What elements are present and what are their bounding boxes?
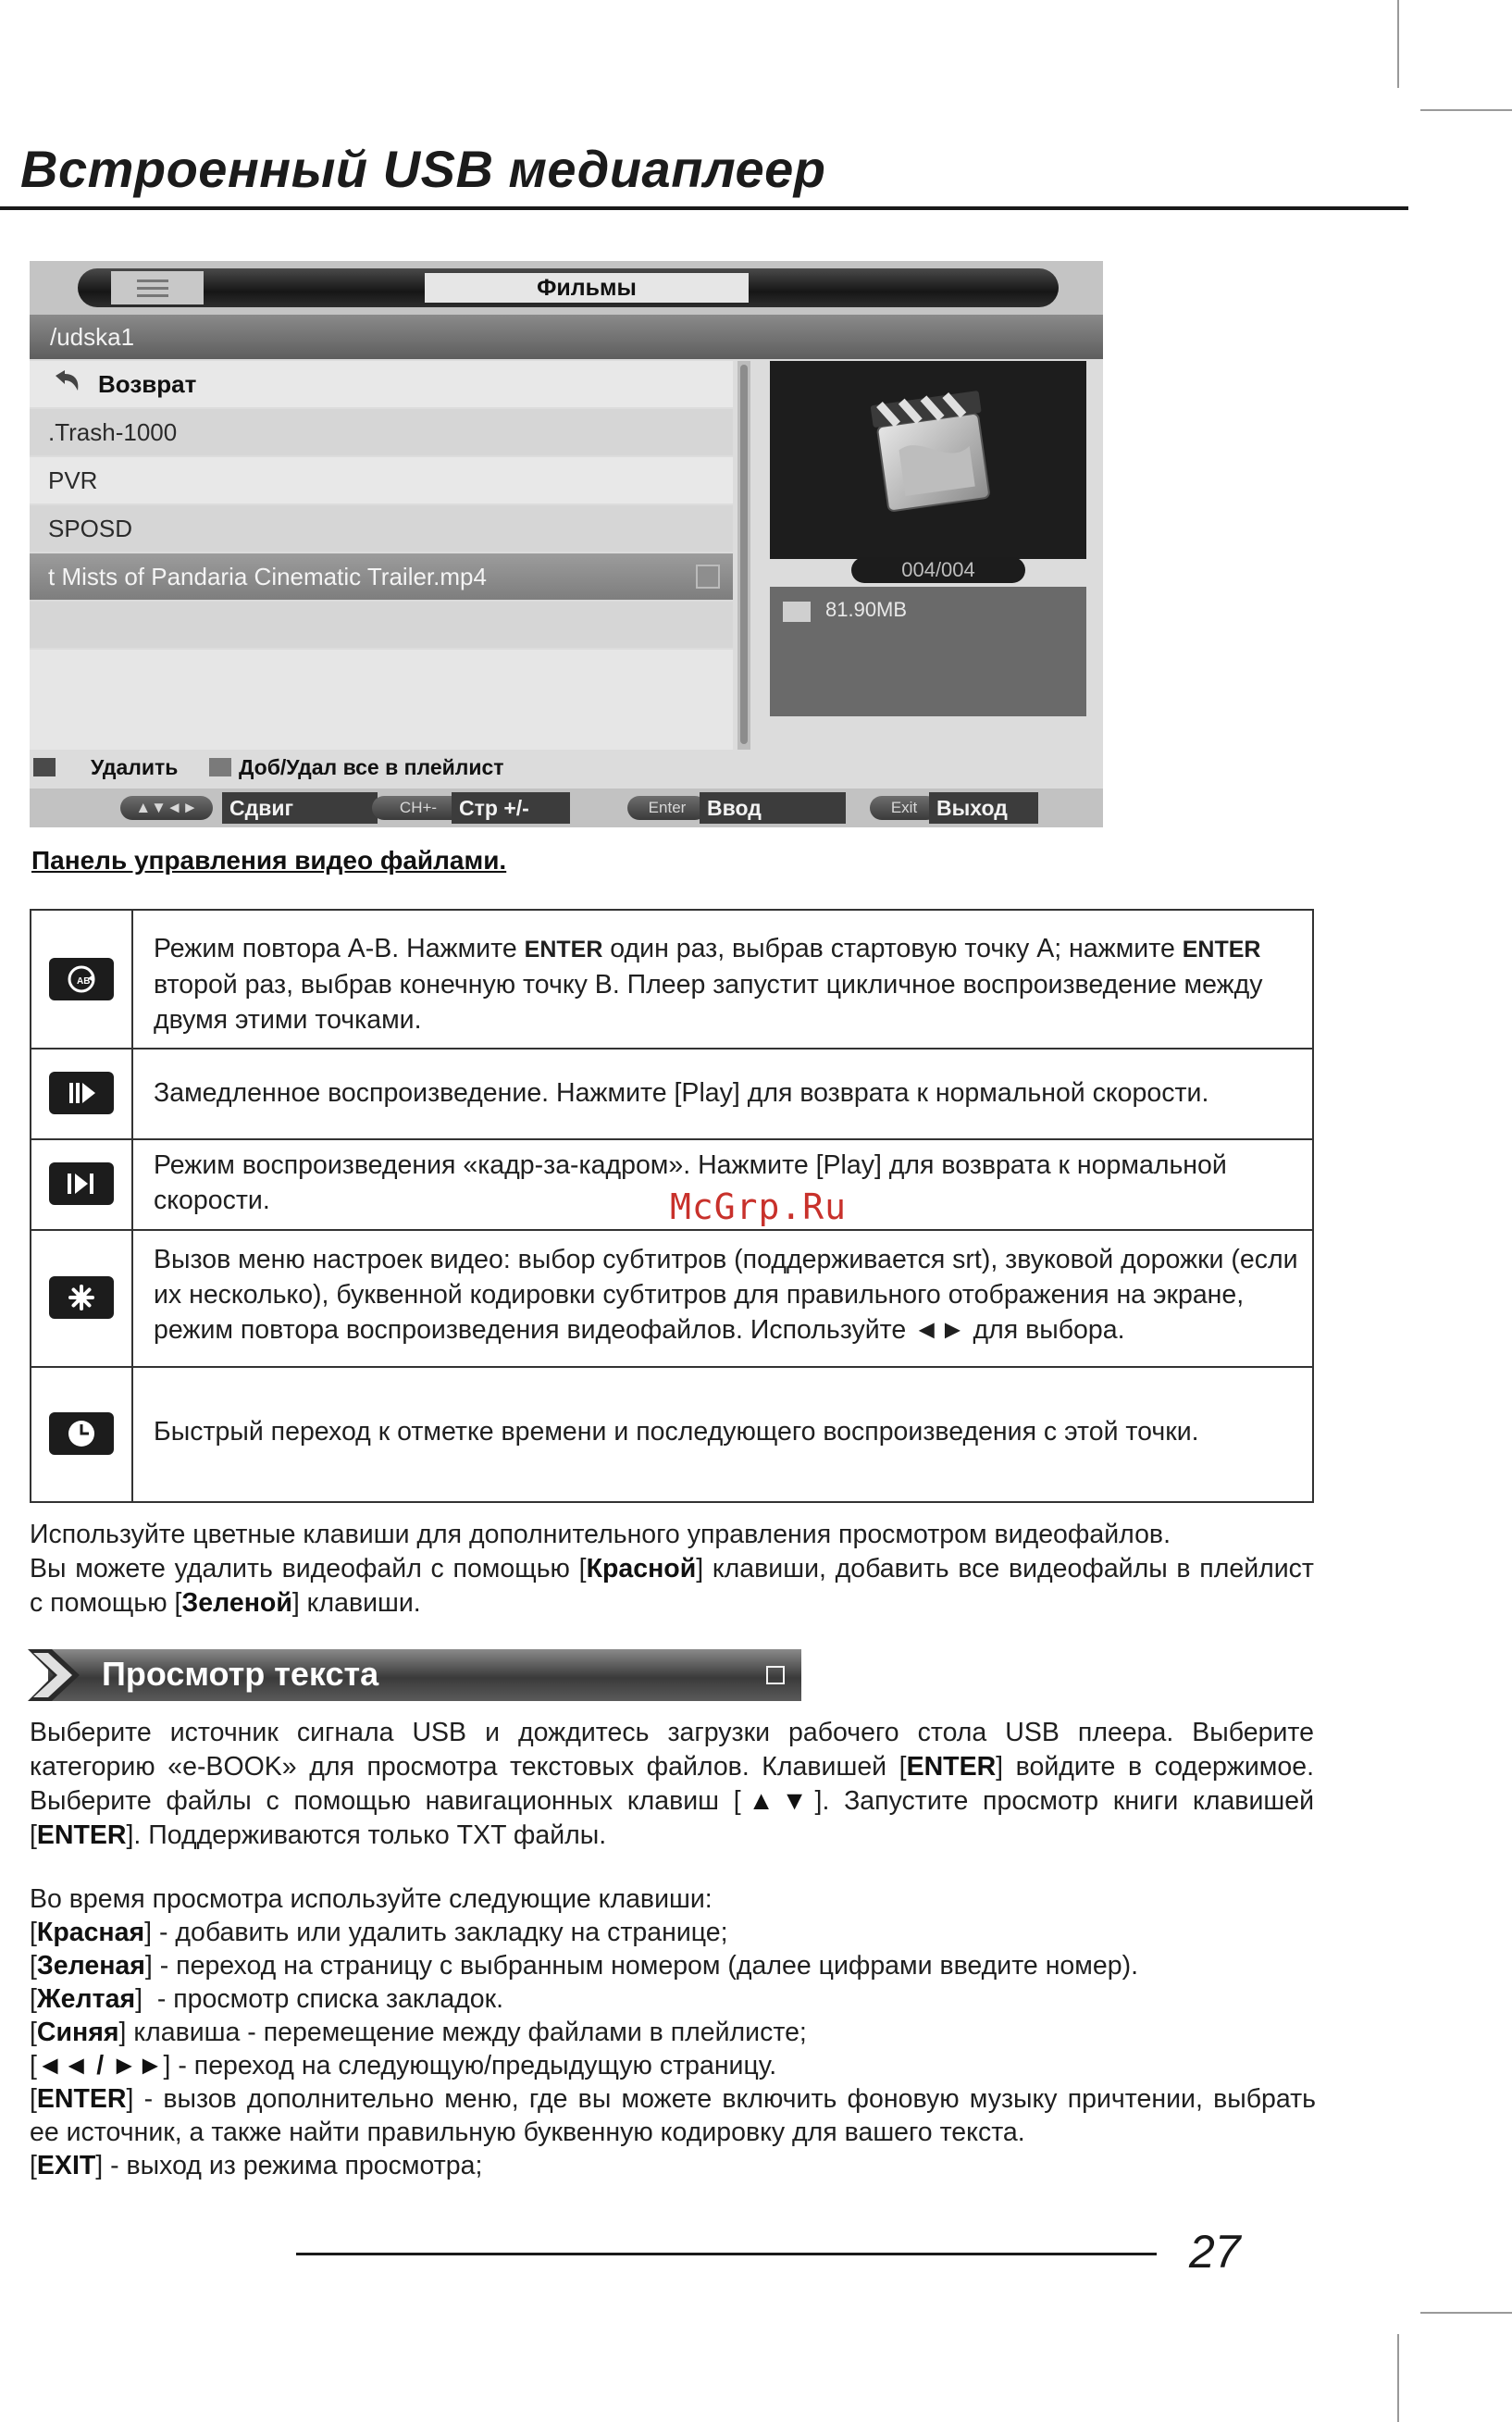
list-item-back[interactable] xyxy=(30,361,733,407)
list-item[interactable] xyxy=(30,409,733,455)
panel-caption: Панель управления видео файлами. xyxy=(31,846,507,875)
ab-repeat-icon xyxy=(49,958,114,1000)
crop-mark xyxy=(1397,2334,1399,2422)
square-icon xyxy=(766,1666,785,1684)
clapperboard-icon xyxy=(770,361,1086,559)
key-list-item: [◄◄ / ►►] - переход на следующую/предыдущую страницу. xyxy=(30,2051,777,2080)
color-keys-paragraph xyxy=(30,1518,1314,1621)
key-list-item: [Красная] - добавить или удалить закладку на странице; xyxy=(30,1918,728,1947)
key-list-item: [Зеленая] - переход на страницу с выбранным номером (далее цифрами введите номер). xyxy=(30,1951,1138,1981)
section-header xyxy=(28,1649,801,1701)
color-keys-text: Вы можете удалить видеофайл с помощью [Красной] клавиши, добавить все видеофайлы в плейлист с помощью [Зеленой] клавиши. xyxy=(30,1554,1314,1618)
control-row-settings xyxy=(31,1229,1312,1368)
control-description: Режим повтора A-B. Нажмите ENTER один раз, выбрав стартовую точку A; нажмите ENTER второй раз, выбрав конечную точку B. Плеер запустит цикличное воспроизведение между двумя этими точками. xyxy=(154,934,1263,1035)
navigation-key-label: Сдвиг xyxy=(222,792,378,824)
page-title: Встроенный USB медиаплеер xyxy=(20,140,826,198)
key-list-item: [Желтая] - просмотр списка закладок. xyxy=(30,1984,504,2014)
select-checkbox[interactable] xyxy=(696,565,720,589)
control-row-slow xyxy=(31,1048,1312,1140)
list-item-label: t Mists of Pandaria Cinematic Trailer.mp4 xyxy=(48,563,487,590)
navigation-key-pill: ▲▼◄► xyxy=(120,796,213,820)
color-key-legend xyxy=(30,751,770,783)
file-size-icon xyxy=(783,602,811,622)
current-path xyxy=(30,315,1103,359)
crop-mark xyxy=(1397,0,1399,88)
svg-text:AB: AB xyxy=(77,976,91,987)
exit-key-pill: Exit xyxy=(870,796,938,820)
playlist-label: Доб/Удал все в плейлист xyxy=(239,755,504,779)
key-list-item: [ENTER] - вызов дополнительно меню, где вы можете включить фоновую музыку причтении, выбрать ее источник, а также найти правильную буквенную кодировку для вашего текста. xyxy=(30,2084,1316,2147)
key-list-item: [EXIT] - выход из режима просмотра; xyxy=(30,2151,483,2180)
enter-key-label: Ввод xyxy=(700,792,846,824)
crop-mark xyxy=(1420,2312,1512,2314)
return-icon xyxy=(50,368,83,398)
watermark: McGrp.Ru xyxy=(670,1186,848,1227)
list-item-label: SPOSD xyxy=(48,515,133,542)
color-keys-line: Используйте цветные клавиши для дополнительного управления просмотром видеофайлов. xyxy=(30,1520,1171,1549)
key-list-item: [Синяя] клавиша - перемещение между файлами в плейлисте; xyxy=(30,2018,807,2047)
control-row-ab-repeat xyxy=(31,911,1312,1050)
list-scrollbar[interactable] xyxy=(737,361,750,750)
list-item-empty xyxy=(30,602,733,648)
file-counter: 004/004 xyxy=(851,557,1025,583)
video-preview xyxy=(770,361,1086,559)
arrow-icon xyxy=(28,1649,83,1701)
green-key-square xyxy=(209,758,231,776)
page-number: 27 xyxy=(1189,2226,1241,2278)
scrollbar-thumb[interactable] xyxy=(740,365,748,744)
exit-key-label: Выход xyxy=(929,792,1038,824)
media-player-screenshot xyxy=(30,261,1103,827)
list-empty-area xyxy=(30,650,733,750)
control-description: Замедленное воспроизведение. Нажмите [Play] для возврата к нормальной скорости. xyxy=(154,1078,1209,1108)
list-item-label: PVR xyxy=(48,466,98,494)
footer-rule xyxy=(296,2253,1157,2255)
list-item[interactable] xyxy=(30,457,733,503)
title-rule xyxy=(0,206,1408,210)
text-view-intro: Выберите источник сигнала USB и дождитесь загрузки рабочего стола USB плеера. Выберите категорию «e-BOOK» для просмотра текстовых файлов. Клавишей [ENTER] войдите в содержимое. Выберите файлы с помощью навигационных клавиш [▲▼]. Запустите просмотр книги клавишей [ENTER]. Поддерживаются только TXT файлы. xyxy=(30,1718,1314,1850)
control-description: Вызов меню настроек видео: выбор субтитров (поддерживается srt), звуковой дорожки (если их несколько), буквенной кодировки субтитров для правильного отображения на экране, режим повтора воспроизведения видеофайлов. Используйте ◄► для выбора. xyxy=(154,1245,1298,1345)
file-info-box xyxy=(770,587,1086,716)
keys-intro: Во время просмотра используйте следующие клавиши: xyxy=(30,1884,713,1914)
control-row-time-jump xyxy=(31,1366,1312,1501)
list-item[interactable] xyxy=(30,505,733,552)
step-play-icon xyxy=(49,1162,114,1205)
list-item-label: .Trash-1000 xyxy=(48,418,178,446)
file-list xyxy=(30,361,733,650)
control-description: Быстрый переход к отметке времени и последующего воспроизведения с этой точки. xyxy=(154,1417,1199,1447)
current-path-text: /udska1 xyxy=(50,323,135,351)
channel-key-label: Стр +/- xyxy=(452,792,570,824)
slow-play-icon xyxy=(49,1072,114,1114)
key-help-bar xyxy=(30,789,1103,827)
player-category-title: Фильмы xyxy=(425,273,749,303)
red-key-square xyxy=(33,758,56,776)
list-view-icon[interactable] xyxy=(111,271,204,304)
file-size: 81.90MB xyxy=(825,598,908,621)
list-item-selected[interactable] xyxy=(30,553,733,600)
channel-key-pill: CH+- xyxy=(372,796,465,820)
settings-icon xyxy=(49,1276,114,1319)
delete-label: Удалить xyxy=(91,755,179,779)
clock-icon xyxy=(49,1412,114,1455)
crop-mark xyxy=(1420,109,1512,111)
enter-key-pill: Enter xyxy=(627,796,707,820)
section-title: Просмотр текста xyxy=(102,1655,379,1693)
control-description: Режим воспроизведения «кадр-за-кадром». Нажмите [Play] для возврата к нормальной скорости. xyxy=(154,1150,1227,1215)
list-item-label: Возврат xyxy=(98,370,197,398)
